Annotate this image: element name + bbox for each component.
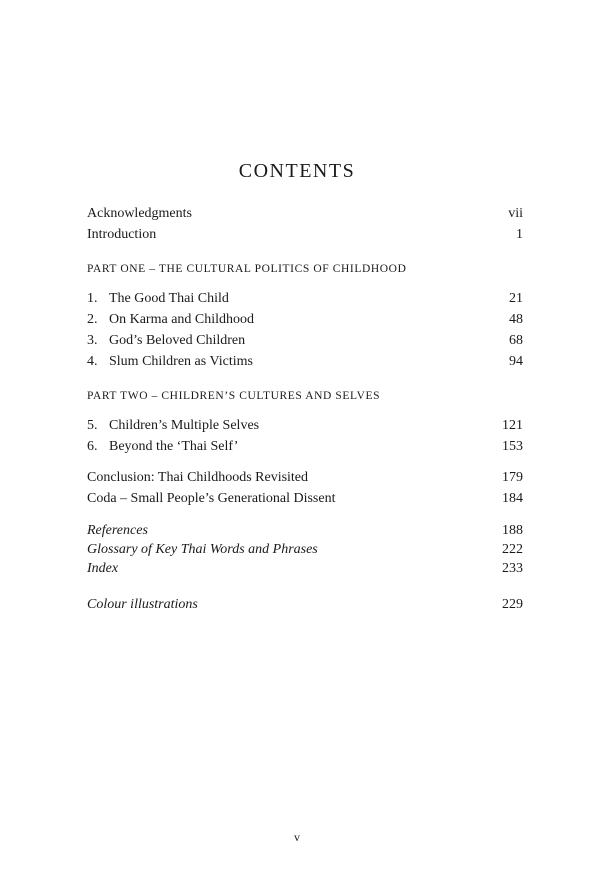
toc-entry-references bbox=[87, 521, 523, 540]
chapter-page: 153 bbox=[502, 439, 523, 454]
table-of-contents bbox=[87, 203, 523, 614]
chapter-title: Slum Children as Victims bbox=[109, 354, 253, 369]
toc-entry-colour-illustrations bbox=[87, 595, 523, 614]
toc-entry-label: Introduction bbox=[87, 227, 157, 242]
part-one-heading: PART ONE – THE CULTURAL POLITICS OF CHILDHOOD bbox=[87, 263, 407, 275]
toc-entry-label: Glossary of Key Thai Words and Phrases bbox=[87, 542, 318, 557]
toc-entry-conclusion bbox=[87, 467, 523, 488]
chapter-page: 68 bbox=[509, 333, 523, 348]
toc-chapter-3 bbox=[87, 330, 523, 351]
toc-entry-label: Colour illustrations bbox=[87, 597, 198, 612]
toc-entry-glossary bbox=[87, 540, 523, 559]
chapter-page: 48 bbox=[509, 312, 523, 327]
toc-chapter-1 bbox=[87, 288, 523, 309]
toc-entry-label: References bbox=[87, 523, 148, 538]
toc-chapter-5 bbox=[87, 415, 523, 436]
toc-entry-page: 1 bbox=[516, 227, 523, 242]
toc-entry-label: Index bbox=[87, 561, 119, 576]
page-number: v bbox=[294, 830, 300, 844]
toc-entry-introduction bbox=[87, 224, 523, 245]
toc-chapter-2 bbox=[87, 309, 523, 330]
part-two-heading: PART TWO – CHILDREN’S CULTURES AND SELVES bbox=[87, 390, 381, 402]
toc-entry-index bbox=[87, 559, 523, 578]
chapter-number: 5. bbox=[87, 418, 98, 433]
toc-entry-page: 188 bbox=[502, 523, 523, 538]
chapter-title: The Good Thai Child bbox=[109, 291, 229, 306]
chapter-title: Children’s Multiple Selves bbox=[109, 418, 260, 433]
toc-chapter-6 bbox=[87, 436, 523, 457]
chapter-number: 4. bbox=[87, 354, 98, 369]
toc-entry-label: Acknowledgments bbox=[87, 206, 192, 221]
toc-entry-label: Coda – Small People’s Generational Dissent bbox=[87, 491, 336, 506]
toc-entry-acknowledgments bbox=[87, 203, 523, 224]
toc-chapter-4 bbox=[87, 351, 523, 372]
chapter-page: 121 bbox=[502, 418, 523, 433]
chapter-page: 94 bbox=[509, 354, 523, 369]
chapter-number: 1. bbox=[87, 291, 98, 306]
toc-entry-page: 184 bbox=[502, 491, 523, 506]
chapter-number: 3. bbox=[87, 333, 98, 348]
chapter-title: God’s Beloved Children bbox=[109, 333, 246, 348]
toc-entry-page: 233 bbox=[502, 561, 523, 576]
chapter-number: 2. bbox=[87, 312, 98, 327]
toc-entry-page: 229 bbox=[502, 597, 523, 612]
toc-entry-page: vii bbox=[508, 206, 523, 221]
chapter-title: On Karma and Childhood bbox=[109, 312, 255, 327]
toc-entry-page: 222 bbox=[502, 542, 523, 557]
toc-entry-label: Conclusion: Thai Childhoods Revisited bbox=[87, 470, 309, 485]
page-title: CONTENTS bbox=[238, 160, 356, 182]
chapter-page: 21 bbox=[509, 291, 523, 306]
chapter-number: 6. bbox=[87, 439, 98, 454]
toc-entry-coda bbox=[87, 488, 523, 509]
toc-entry-page: 179 bbox=[502, 470, 523, 485]
chapter-title: Beyond the ‘Thai Self’ bbox=[109, 439, 239, 454]
